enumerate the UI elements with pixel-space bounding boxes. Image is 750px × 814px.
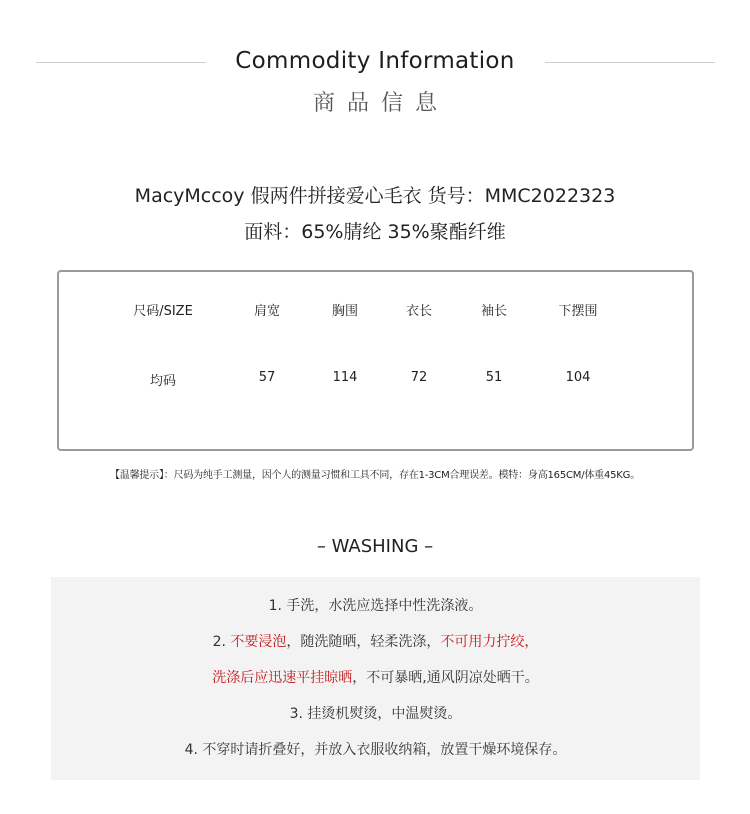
size-cell-chest: 114 — [332, 370, 358, 385]
wash-line-5: 4. 不穿时请折叠好，并放入衣服收纳箱，放置干燥环境保存。 — [184, 742, 567, 758]
wash-warning-hang-dry: 洗涤后应迅速平挂晾晒 — [212, 670, 353, 686]
product-fabric-line: 面料：65%腈纶 35%聚酯纤维 — [244, 221, 506, 243]
size-header-hem: 下摆围 — [558, 304, 598, 319]
wash-line-2-middle: ，随洗随晒，轻柔洗涤， — [286, 634, 441, 650]
size-cell-shoulder: 57 — [258, 370, 276, 385]
wash-line-2 — [51, 631, 700, 651]
wash-line-1: 1. 手洗，水洗应选择中性洗涤液。 — [268, 598, 483, 614]
size-header-shoulder: 肩宽 — [253, 304, 280, 319]
washing-instructions — [51, 577, 700, 780]
size-cell-length: 72 — [410, 370, 428, 385]
measurement-note: 【温馨提示】：尺码为纯手工测量，因个人的测量习惯和工具不同，存在1-3CM合理误差。模特：身高165CM/体重45KG。 — [109, 470, 641, 481]
size-header-size: 尺码/SIZE — [133, 304, 193, 319]
size-table — [57, 270, 694, 451]
section-header — [0, 44, 750, 84]
size-header-sleeve: 袖长 — [480, 304, 507, 319]
washing-title: – WASHING – — [316, 536, 434, 557]
size-header-chest: 胸围 — [331, 304, 358, 319]
size-cell-sleeve: 51 — [485, 370, 503, 385]
wash-line-3-rest: ，不可暴晒,通风阴凉处晒干。 — [352, 670, 539, 686]
title-chinese: 商品信息 — [312, 91, 449, 116]
size-header-length: 衣长 — [405, 304, 432, 319]
header-divider-right — [545, 62, 715, 63]
size-cell-hem: 104 — [565, 370, 591, 385]
wash-warning-no-wring: 不可用力拧绞， — [440, 634, 539, 650]
wash-line-4: 3. 挂烫机熨烫，中温熨烫。 — [289, 706, 462, 722]
wash-line-2-prefix: 2. — [212, 634, 231, 650]
size-cell-size: 均码 — [149, 374, 176, 389]
title-english: Commodity Information — [235, 48, 515, 74]
wash-line-3 — [51, 667, 700, 687]
wash-warning-no-soak: 不要浸泡 — [230, 634, 287, 650]
product-name-line: MacyMccoy 假两件拼接爱心毛衣 货号：MMC2022323 — [134, 185, 616, 207]
